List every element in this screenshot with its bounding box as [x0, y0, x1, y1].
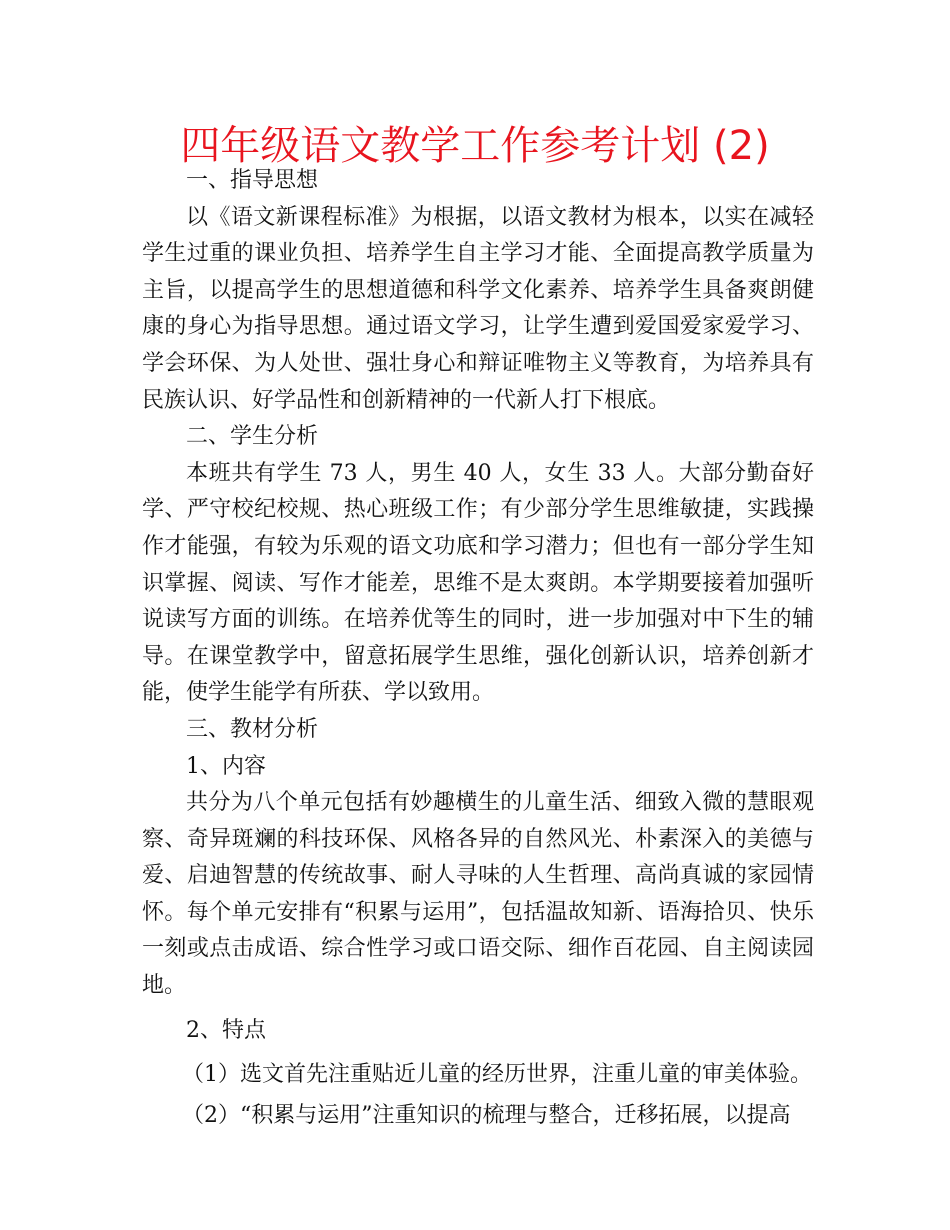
section-heading-guiding-thought: 一、指导思想 — [186, 168, 319, 193]
section-heading-student-analysis: 二、学生分析 — [186, 424, 319, 450]
document-title: 四年级语文教学工作参考计划 (2) — [180, 123, 770, 169]
paragraph-student-analysis: 本班共有学生 73 人，男生 40 人，女生 33 人。大部分勤奋好学、严守校纪校规、热心班级工作；有少部分学生思维敏捷，实践操作才能强，有较为乐观的语文功底和学习潜力；但也有一部分学生知识掌握、阅读、写作才能差，思维不是太爽朗。本学期要接着加强听说读写方面的训练。在培养优等生的同时，进一步加强对中下生的辅导。在课堂教学中，留意拓展学生思维，强化创新认识，培养创新才能，使学生能学有所获、学以致用。 — [142, 460, 814, 706]
feature-item-1: （1）选文首先注重贴近儿童的经历世界，注重儿童的审美体验。 — [182, 1062, 812, 1088]
paragraph-content: 共分为八个单元包括有妙趣横生的儿童生活、细致入微的慧眼观察、奇异斑斓的科技环保、风格各异的自然风光、朴素深入的美德与爱、启迪智慧的传统故事、耐人寻味的人生哲理、高尚真诚的家园情怀。每个单元安排有“积累与运用”，包括温故知新、语海拾贝、快乐一刻或点击成语、综合性学习或口语交际、细作百花园、自主阅读园地。 — [142, 790, 814, 999]
paragraph-guiding-thought: 以《语文新课程标准》为根据，以语文教材为根本，以实在减轻学生过重的课业负担、培养学生自主学习才能、全面提高教学质量为主旨，以提高学生的思想道德和科学文化素养、培养学生具备爽朗健康的身心为指导思想。通过语文学习，让学生遭到爱国爱家爱学习、学会环保、为人处世、强壮身心和辩证唯物主义等教育，为培养具有民族认识、好学品性和创新精神的一代新人打下根底。 — [142, 204, 814, 413]
section-heading-textbook-analysis: 三、教材分析 — [186, 716, 319, 742]
subheading-features: 2、特点 — [186, 1017, 266, 1043]
subheading-content: 1、内容 — [186, 753, 266, 779]
document-body — [142, 163, 814, 1134]
feature-item-2: （2）“积累与运用”注重知识的梳理与整合，迁移拓展，以提高 — [182, 1102, 791, 1128]
